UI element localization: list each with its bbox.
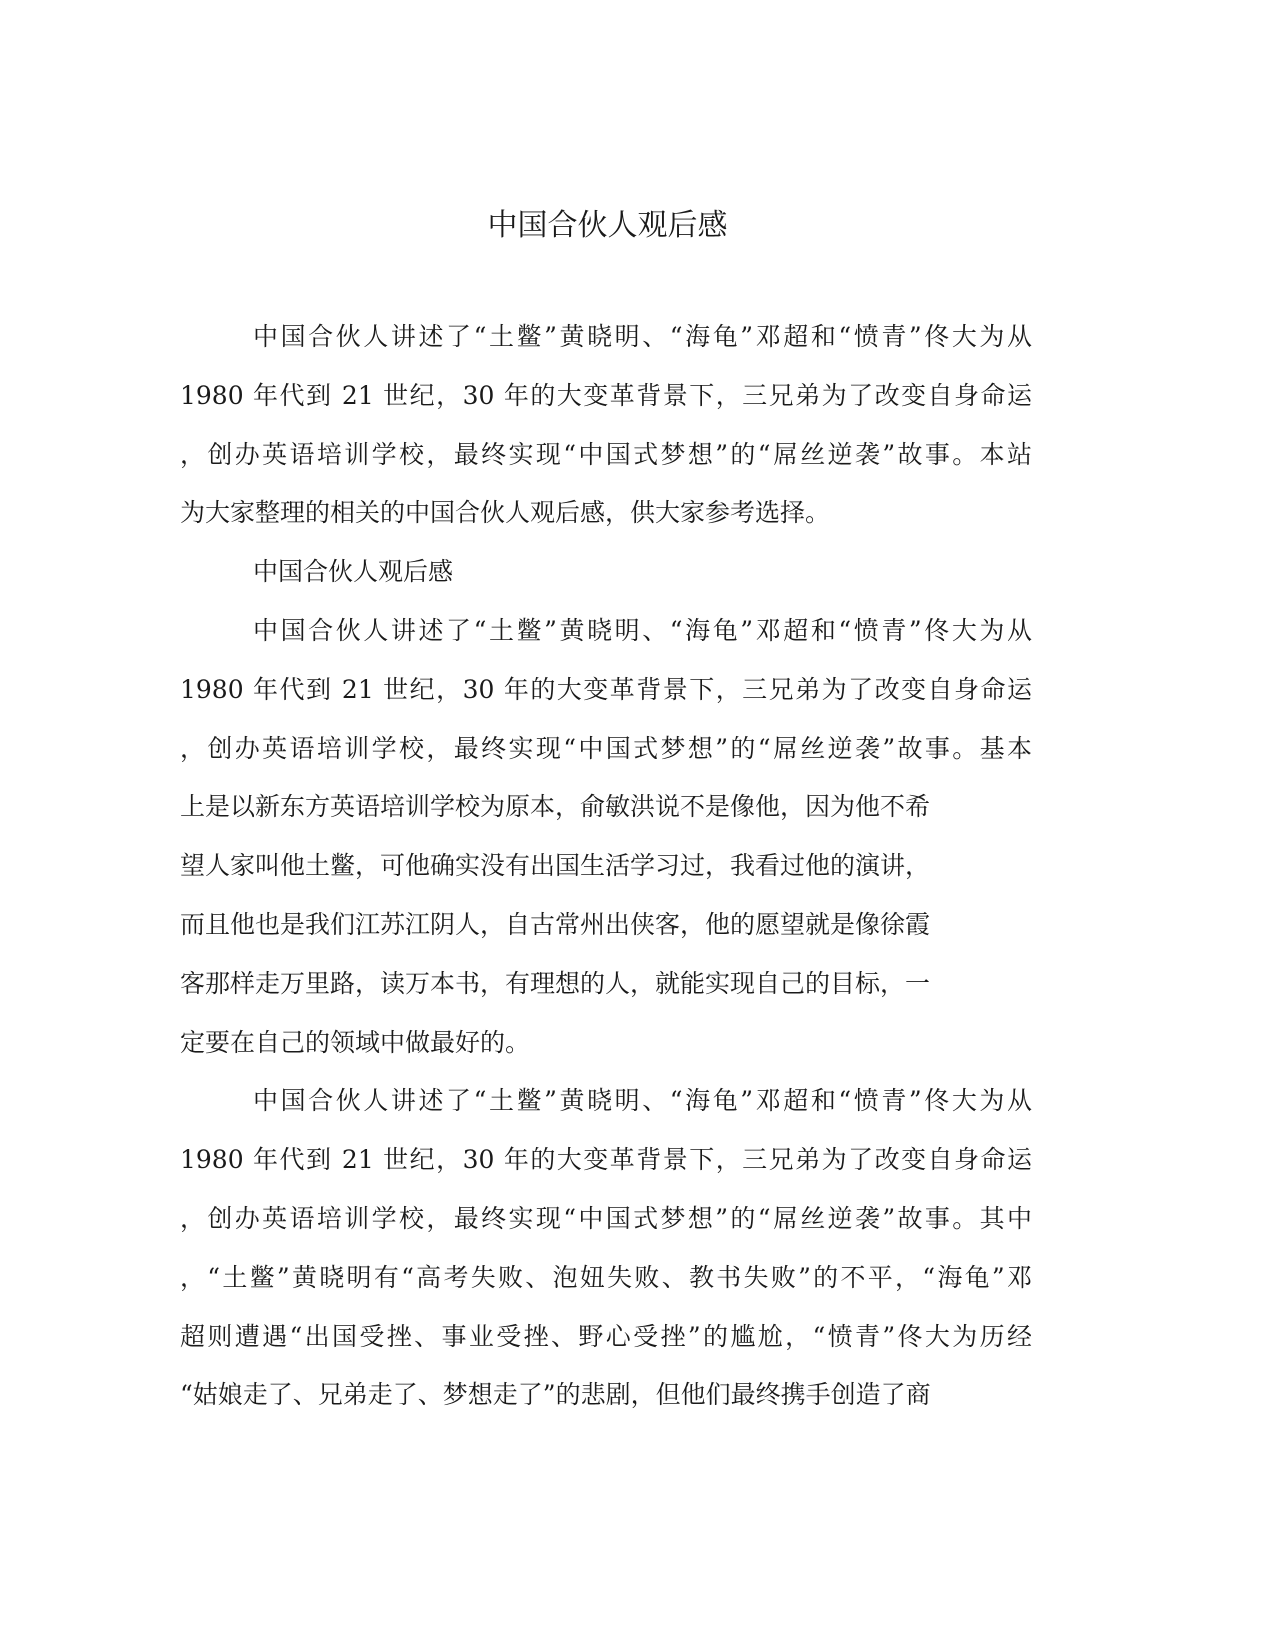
text-line: 而且他也是我们江苏江阴人，自古常州出侠客，他的愿望就是像徐霞 <box>180 909 931 939</box>
text-line: 中国合伙人观后感 <box>253 557 454 587</box>
text-line: 1980 年代到 21 世纪，30 年的大变革背景下，三兄弟为了改变自身命运 <box>180 674 1032 704</box>
text-line: 中国合伙人讲述了“土鳖”黄晓明、“海龟”邓超和“愤青”佟大为从 <box>253 615 1032 645</box>
text-line: “姑娘走了、兄弟走了、梦想走了”的悲剧，但他们最终携手创造了商 <box>180 1380 931 1410</box>
text-line: ，创办英语培训学校，最终实现“中国式梦想”的“屌丝逆袭”故事。基本 <box>180 733 1032 763</box>
text-line: 定要在自己的领域中做最好的。 <box>180 1027 531 1057</box>
text-line: 中国合伙人讲述了“土鳖”黄晓明、“海龟”邓超和“愤青”佟大为从 <box>253 322 1032 351</box>
document-body <box>180 316 1032 1433</box>
text-line: ，创办英语培训学校，最终实现“中国式梦想”的“屌丝逆袭”故事。本站 <box>180 439 1032 469</box>
text-line: 1980 年代到 21 世纪，30 年的大变革背景下，三兄弟为了改变自身命运 <box>180 380 1032 410</box>
text-line: 中国合伙人讲述了“土鳖”黄晓明、“海龟”邓超和“愤青”佟大为从 <box>253 1086 1032 1116</box>
text-line: 望人家叫他土鳖，可他确实没有出国生活学习过，我看过他的演讲， <box>180 851 931 881</box>
text-line: ，“土鳖”黄晓明有“高考失败、泡妞失败、教书失败”的不平，“海龟”邓 <box>180 1262 1032 1292</box>
text-line: 超则遭遇“出国受挫、事业受挫、野心受挫”的尴尬，“愤青”佟大为历经 <box>180 1321 1032 1351</box>
text-line: ，创办英语培训学校，最终实现“中国式梦想”的“屌丝逆袭”故事。其中 <box>180 1203 1032 1233</box>
text-line: 1980 年代到 21 世纪，30 年的大变革背景下，三兄弟为了改变自身命运 <box>180 1145 1032 1175</box>
document-title: 中国合伙人观后感 <box>487 208 728 243</box>
text-line: 客那样走万里路，读万本书，有理想的人，就能实现自己的目标，一 <box>180 968 931 998</box>
text-line: 为大家整理的相关的中国合伙人观后感，供大家参考选择。 <box>180 498 831 528</box>
text-line: 上是以新东方英语培训学校为原本，俞敏洪说不是像他，因为他不希 <box>180 792 931 822</box>
